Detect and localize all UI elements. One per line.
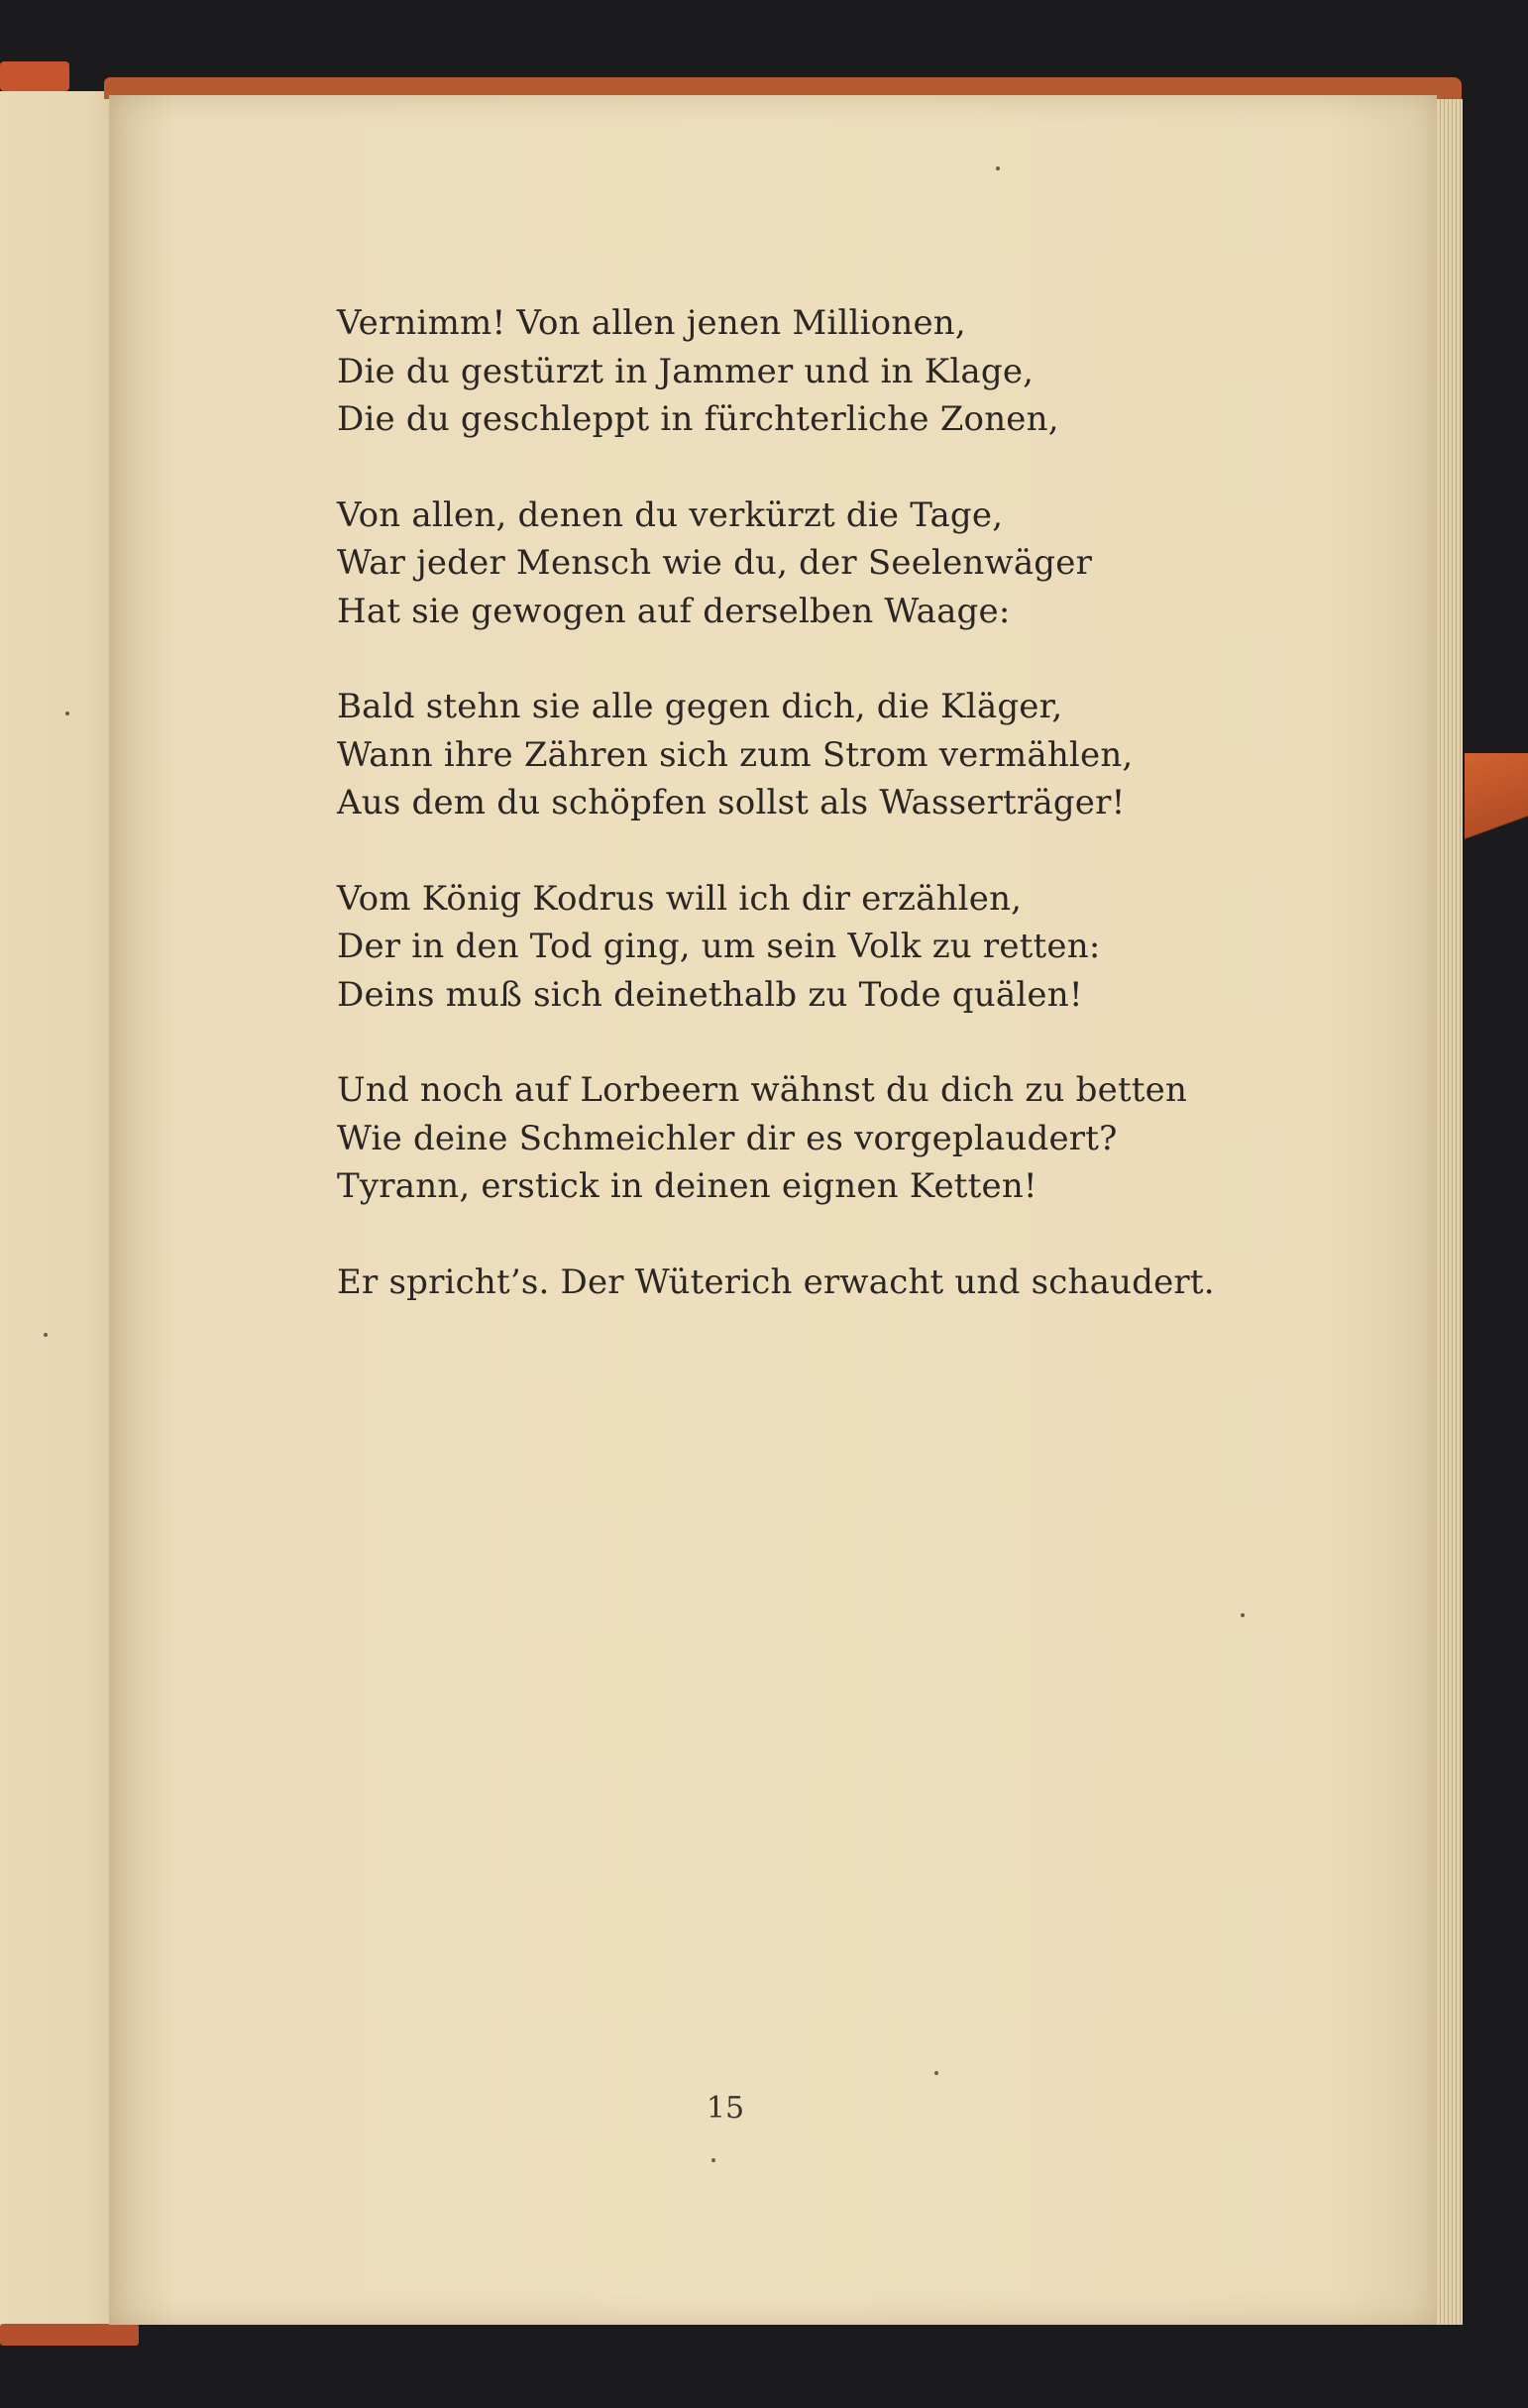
poem-line: Vom König Kodrus will ich dir erzählen, [337, 878, 1023, 919]
page-number: 15 [706, 2091, 745, 2126]
stanza [337, 1259, 1348, 1307]
poem-line: Wie deine Schmeichler dir es vorgeplaudert? [337, 1118, 1118, 1158]
poem-line: Vernimm! Von allen jenen Millionen, [337, 303, 966, 343]
page-stack-edge [1437, 99, 1463, 2325]
poem-line: Aus dem du schöpfen sollst als Wasserträger! [337, 783, 1126, 822]
stanza [337, 492, 1348, 636]
book-cover-ribbon [1465, 753, 1528, 872]
poem-line: Er spricht’s. Der Wüterich erwacht und schaudert. [337, 1261, 1215, 1302]
paper-speck [44, 1333, 48, 1337]
book-cover-corner-top [0, 61, 69, 91]
poem-line: War jeder Mensch wie du, der Seelenwäger [337, 543, 1093, 583]
poem-line: Und noch auf Lorbeern wähnst du dich zu betten [337, 1070, 1188, 1110]
paper-speck [65, 711, 69, 715]
stanza [337, 875, 1348, 1020]
stanza [337, 683, 1348, 827]
poem-text [337, 299, 1348, 1354]
stanza [337, 299, 1348, 444]
stanza [337, 1066, 1348, 1211]
poem-line: Wann ihre Zähren sich zum Strom vermählen, [337, 734, 1134, 775]
poem-line: Die du geschleppt in fürchterliche Zonen, [337, 399, 1059, 439]
paper-speck [996, 166, 1000, 170]
book-cover-corner-bottom [0, 2324, 139, 2346]
poem-line: Bald stehn sie alle gegen dich, die Kläger, [337, 687, 1063, 726]
paper-speck [711, 2158, 715, 2162]
paper-speck [934, 2071, 938, 2075]
poem-line: Der in den Tod ging, um sein Volk zu retten: [337, 927, 1101, 966]
poem-line: Tyrann, erstick in deinen eignen Ketten! [337, 1166, 1037, 1206]
paper-speck [1241, 1613, 1245, 1617]
poem-line: Hat sie gewogen auf derselben Waage: [337, 591, 1011, 631]
poem-line: Deins muß sich deinethalb zu Tode quälen! [337, 974, 1083, 1015]
poem-line: Von allen, denen du verkürzt die Tage, [337, 494, 1004, 535]
poem-line: Die du gestürzt in Jammer und in Klage, [337, 351, 1035, 391]
